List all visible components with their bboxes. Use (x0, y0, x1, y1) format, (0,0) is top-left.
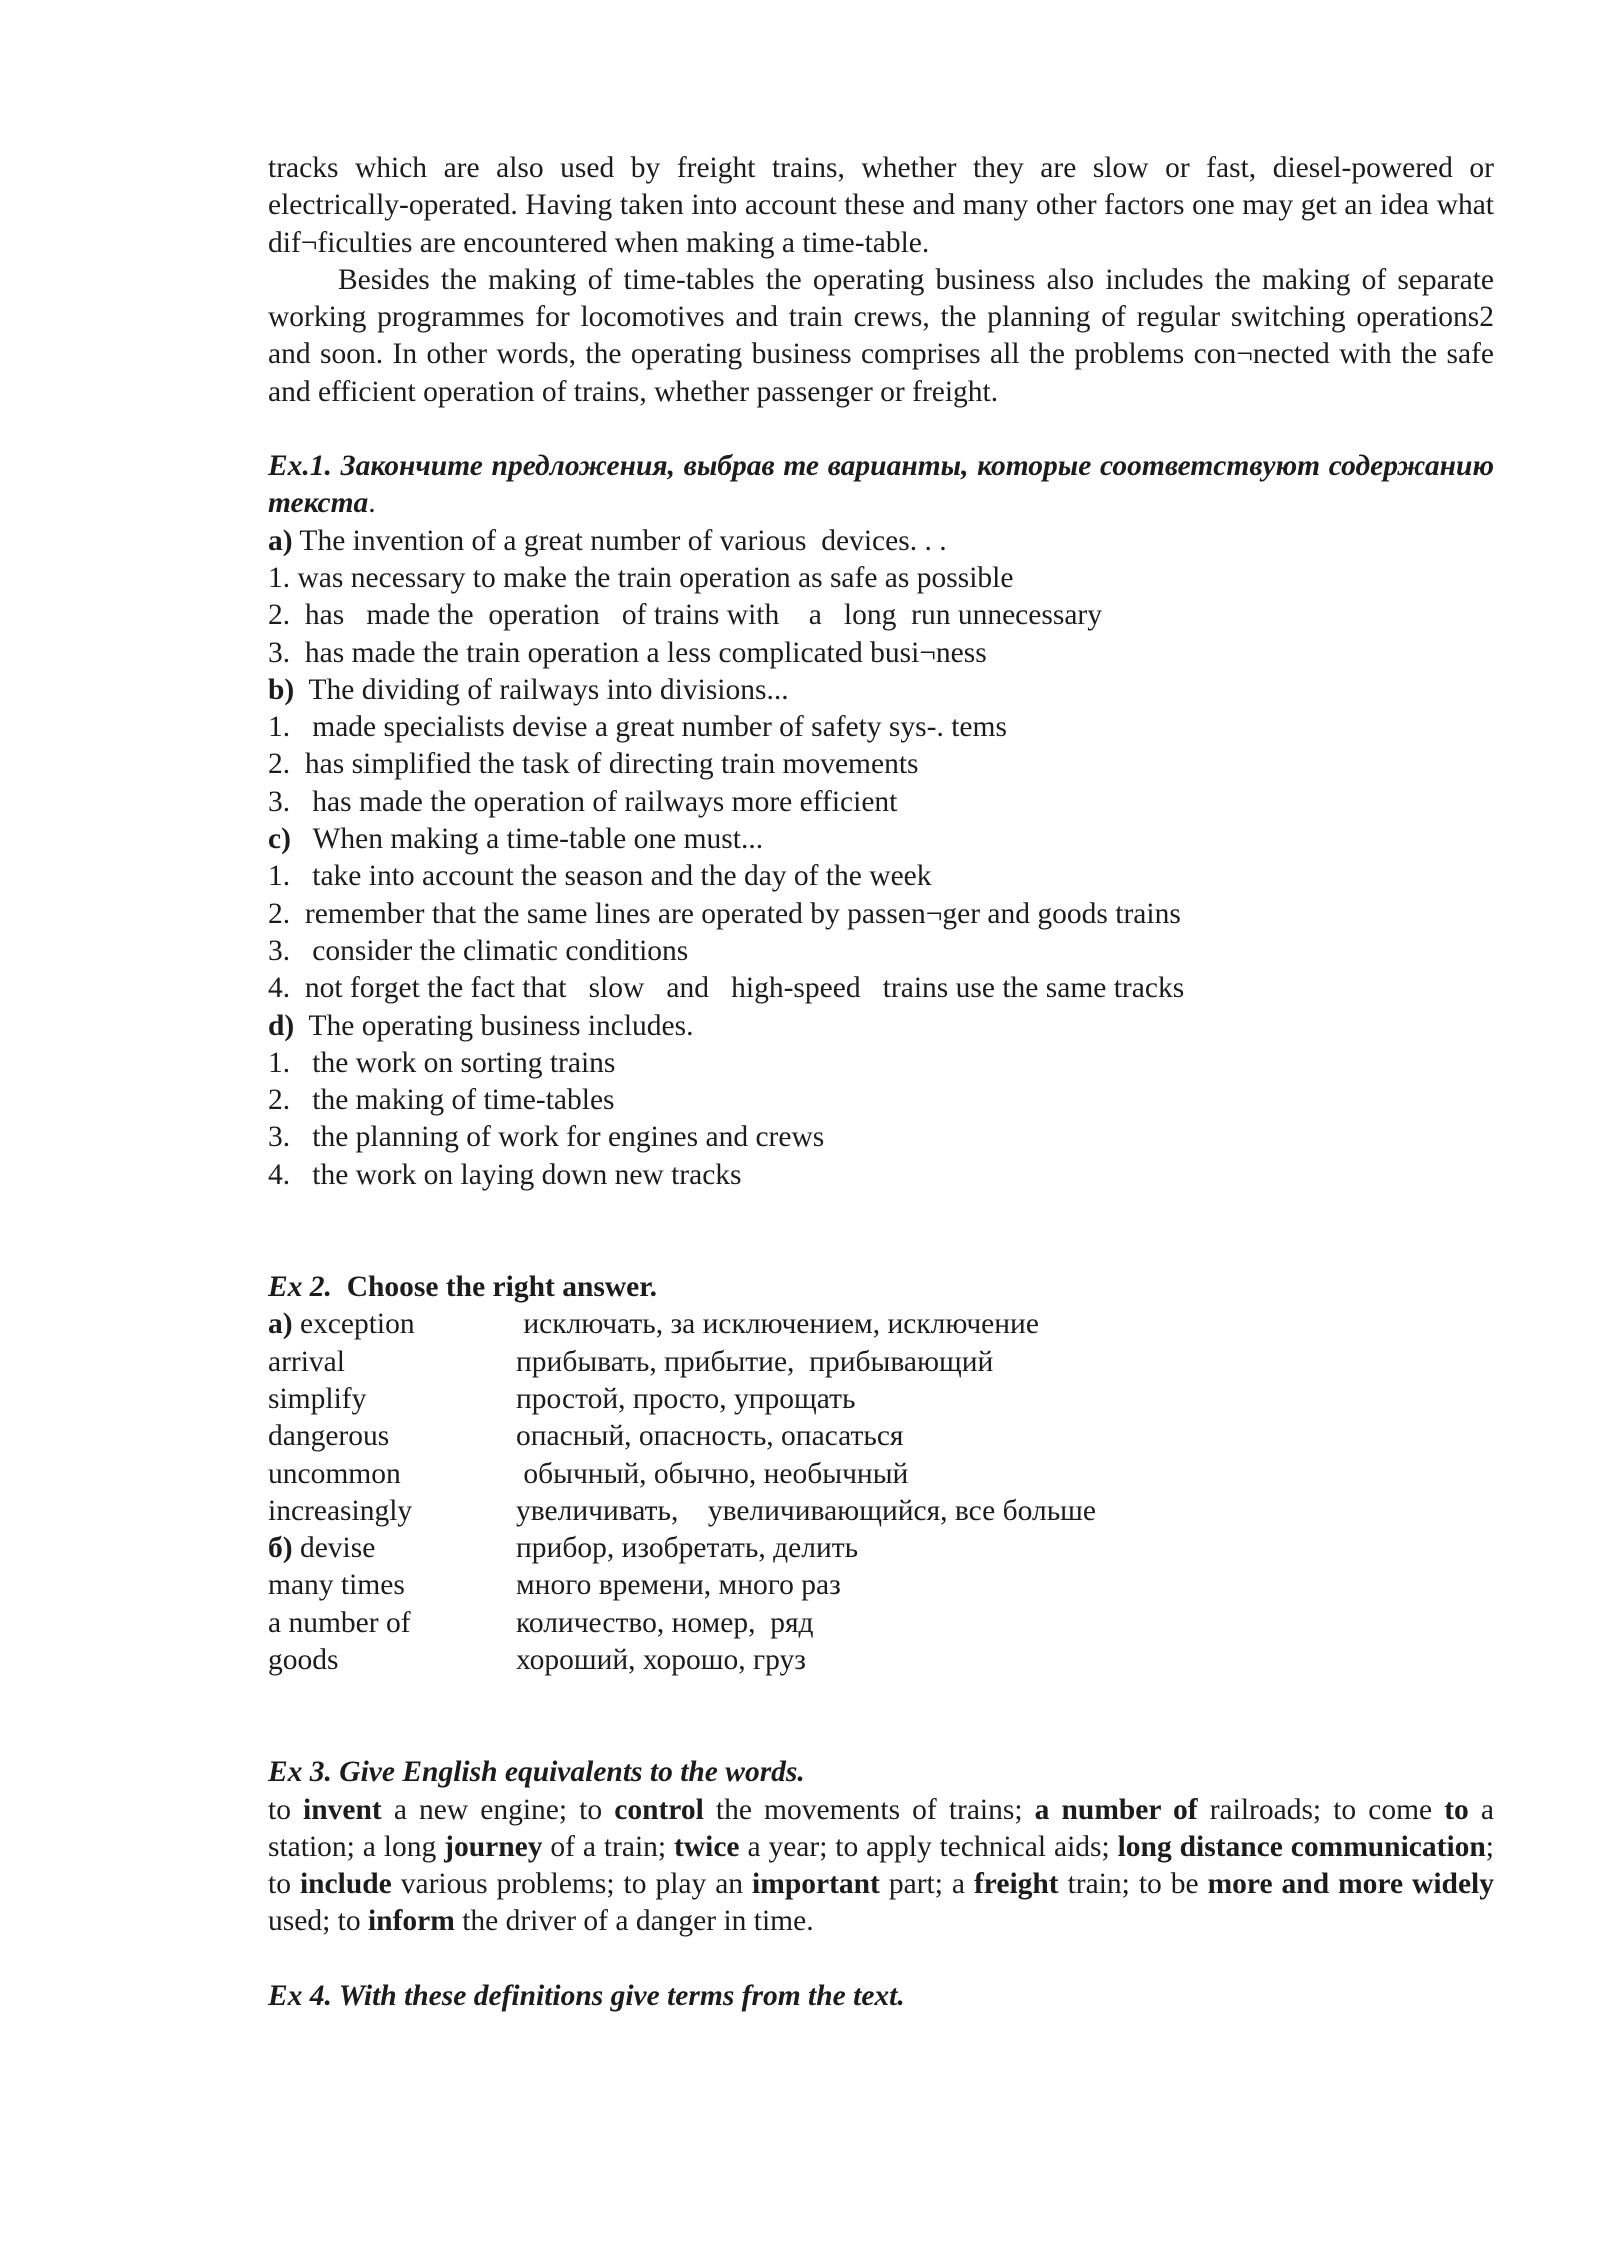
intro-paragraph-1: tracks which are also used by freight trains, whether they are slow or fast, diesel-powered or electrically-operated. Having taken into account these and many other factors one may get an idea what dif¬ficulties are encountered when making a time-table. (268, 152, 1494, 259)
intro-paragraph-2: Besides the making of time-tables the operating business also includes the making of separate working programmes for locomotives and train crews, the planning of regular switching operations2 and soon. In other words, the operating business comprises all the problems con¬nected with the safe and efficient operation of trains, whether passenger or freight. (268, 263, 1494, 408)
ex3-text: used; to (268, 1905, 368, 1938)
ex3-key-term: important (752, 1868, 880, 1901)
ex3-key-term: inform (367, 1905, 455, 1938)
ex1-question-letter: a) (268, 524, 293, 557)
ex3-text: a station; a long (268, 1793, 1494, 1863)
ex2-word: increasingly (268, 1494, 413, 1527)
ex2-row (268, 1493, 1494, 1530)
ex3-key-term: more and more widely (1207, 1868, 1494, 1901)
ex2-row (268, 1381, 1494, 1418)
ex2-row (268, 1306, 1494, 1343)
ex1-option: 3. has made the operation of railways more efficient (268, 785, 898, 818)
ex4-title: Ex 4. With these definitions give terms from the text. (268, 1979, 905, 2012)
ex1-question-letter: b) (268, 673, 295, 706)
ex2-row-label: a) (268, 1308, 293, 1341)
ex3-key-term: twice (674, 1830, 740, 1863)
ex2-options: простой, просто, упрощать (516, 1382, 856, 1415)
ex1-option: 1. made specialists devise a great number of safety sys-. tems (268, 711, 1007, 744)
ex3-text: various problems; to play an (391, 1868, 753, 1901)
ex2-word: many times (268, 1569, 405, 1602)
ex1-title-period: . (368, 487, 376, 520)
ex2-options: опасный, опасность, опасаться (516, 1420, 904, 1453)
ex3-key-term: include (299, 1868, 392, 1901)
ex1-title (268, 448, 1494, 523)
ex3-title: Ex 3. Give English equivalents to the words. (268, 1756, 805, 1789)
ex2-row (268, 1456, 1494, 1493)
ex3-key-term: a number of (1034, 1793, 1198, 1826)
ex2-row (268, 1344, 1494, 1381)
ex1-question-letter: d) (268, 1009, 295, 1042)
ex2-options: количество, номер, ряд (516, 1606, 814, 1639)
ex1-question (268, 523, 1494, 560)
ex2-word: exception (292, 1308, 415, 1341)
ex2-options: исключать, за исключением, исключение (516, 1308, 1039, 1341)
ex3-key-term: invent (303, 1793, 382, 1826)
ex3-text: train; to be (1058, 1868, 1208, 1901)
ex3-body (268, 1792, 1494, 1941)
ex3-text: the movements of trains; (703, 1793, 1035, 1826)
ex1-title-text: Закончите предложения, выбрав те варианты, которые соответствуют содержанию текста (268, 450, 1494, 520)
ex1-option: 3. has made the train operation a less complicated busi¬ness (268, 636, 987, 669)
ex1-group-b (268, 672, 1494, 821)
ex3-key-term: long distance communication (1117, 1830, 1486, 1863)
ex2-word: uncommon (268, 1457, 401, 1490)
ex2-row-label: б) (268, 1532, 293, 1565)
ex3-text: railroads; to come (1197, 1793, 1445, 1826)
ex3-text: a year; to apply technical aids; (739, 1830, 1118, 1863)
spacer (268, 411, 1494, 448)
ex2-word: arrival (268, 1345, 345, 1378)
ex3-key-term: journey (444, 1830, 543, 1863)
ex2-word: dangerous (268, 1420, 390, 1453)
ex2-row (268, 1642, 1494, 1679)
ex2-word-cell (268, 1306, 516, 1343)
ex3-key-term: freight (973, 1868, 1059, 1901)
ex3-key-term: to (1444, 1793, 1469, 1826)
ex2-options: прибывать, прибытие, прибывающий (516, 1345, 994, 1378)
ex1-question-stem: The operating business includes. (294, 1009, 694, 1042)
ex3-text: part; a (879, 1868, 974, 1901)
ex3-key-term: control (614, 1793, 704, 1826)
ex2-options: много времени, много раз (516, 1569, 841, 1602)
ex2-number: Ex 2. (268, 1271, 332, 1304)
spacer (268, 1194, 1494, 1269)
ex1-option: 4. the work on laying down new tracks (268, 1158, 742, 1191)
ex1-option: 3. the planning of work for engines and crews (268, 1121, 825, 1154)
ex3-text: ; to (268, 1830, 1494, 1901)
ex3-text: the driver of a danger in time. (454, 1905, 814, 1938)
ex2-options: увеличивать, увеличивающийся, все больше (516, 1494, 1096, 1527)
ex3-text: to (268, 1793, 304, 1826)
ex2-word: a number of (268, 1606, 411, 1639)
ex2-row (268, 1605, 1494, 1642)
ex2-options: прибор, изобретать, делить (516, 1532, 859, 1565)
ex1-group-a (268, 523, 1494, 672)
ex1-question-letter: c) (268, 823, 291, 856)
ex1-question-stem: When making a time-table one must... (290, 823, 764, 856)
ex2-row (268, 1418, 1494, 1455)
ex1-option: 4. not forget the fact that slow and high-speed trains use the same tracks (268, 972, 1185, 1005)
ex1-option: 2. has made the operation of trains with a long run unnecessary (268, 599, 1102, 632)
ex1-option: 1. the work on sorting trains (268, 1046, 616, 1079)
ex1-question-stem: The invention of a great number of various devices. . . (292, 524, 947, 557)
ex2-title-text: Choose the right answer. (331, 1271, 657, 1304)
spacer (268, 1941, 1494, 1978)
ex1-question (268, 821, 1494, 858)
spacer (268, 1679, 1494, 1754)
ex1-group-d (268, 1008, 1494, 1194)
document-page (268, 150, 1494, 2015)
ex2-options: хороший, хорошо, груз (516, 1643, 806, 1676)
ex1-option: 1. was necessary to make the train operation as safe as possible (268, 561, 1014, 594)
ex2-word: devise (292, 1532, 376, 1565)
ex1-option: 2. has simplified the task of directing train movements (268, 748, 919, 781)
ex2-word: goods (268, 1643, 339, 1676)
ex1-question (268, 1008, 1494, 1045)
ex1-question (268, 672, 1494, 709)
ex1-number: Ex.1. (268, 450, 332, 483)
ex2-row (268, 1567, 1494, 1604)
ex3-text: of a train; (542, 1830, 675, 1863)
ex2-row (268, 1530, 1494, 1567)
ex3-text: a new engine; to (381, 1793, 615, 1826)
ex2-options: обычный, обычно, необычный (516, 1457, 909, 1490)
ex1-option: 2. remember that the same lines are operated by passen¬ger and goods trains (268, 897, 1181, 930)
ex1-group-c (268, 821, 1494, 1007)
ex2-vocab-table (268, 1306, 1494, 1679)
ex2-word: simplify (268, 1382, 367, 1415)
ex2-title (268, 1269, 1494, 1306)
ex1-option: 2. the making of time-tables (268, 1084, 615, 1117)
ex1-option: 3. consider the climatic conditions (268, 934, 689, 967)
ex1-question-stem: The dividing of railways into divisions... (294, 673, 789, 706)
ex1-option: 1. take into account the season and the day of the week (268, 860, 932, 893)
ex2-word-cell (268, 1530, 516, 1567)
